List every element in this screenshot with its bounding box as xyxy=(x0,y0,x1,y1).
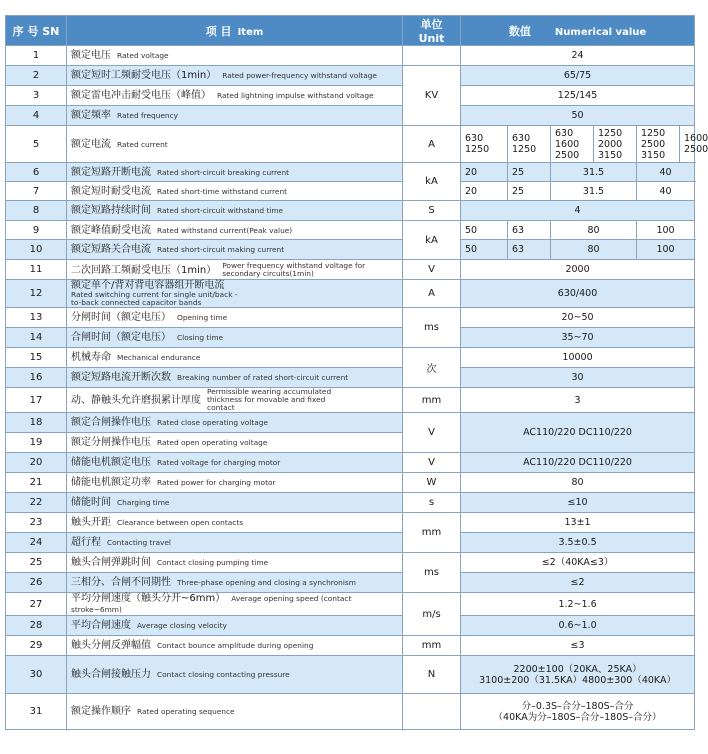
table-row xyxy=(6,656,695,694)
row-sn: 7 xyxy=(6,182,67,201)
row-value xyxy=(461,66,695,86)
row-unit: ms xyxy=(403,553,461,593)
value-line: 13±1 xyxy=(564,517,591,528)
item-en: Permissible wearing accumulated thickness for movable and fixed contact xyxy=(207,387,332,412)
rating-value: 63 xyxy=(508,221,551,240)
item-en: Rated lightning impulse withstand voltage xyxy=(217,91,374,100)
row-item xyxy=(67,348,403,368)
current-value: 630 xyxy=(512,133,531,144)
rating-value: 40 xyxy=(637,182,695,201)
table-row xyxy=(6,573,695,593)
rating-value: 31.5 xyxy=(551,163,637,182)
row-value xyxy=(461,616,695,636)
table-row xyxy=(6,348,695,368)
row-sn: 19 xyxy=(6,433,67,453)
row-value xyxy=(461,86,695,106)
row-value xyxy=(461,533,695,553)
rating-value: 20 xyxy=(461,163,508,182)
row-item xyxy=(67,593,403,616)
item-en: Rated withstand current(Peak value) xyxy=(157,225,293,235)
row-sn: 14 xyxy=(6,328,67,348)
row-item xyxy=(67,163,403,182)
row-sn: 20 xyxy=(6,453,67,473)
item-zh: 三相分、合闸不同期性 xyxy=(71,577,171,588)
table-row xyxy=(6,368,695,388)
row-item xyxy=(67,280,403,308)
row-sn: 15 xyxy=(6,348,67,368)
current-value: 630 xyxy=(555,127,574,139)
row-item xyxy=(67,328,403,348)
current-value: 1250 xyxy=(598,127,623,139)
table-row xyxy=(6,533,695,553)
rating-value: 40 xyxy=(637,163,695,182)
row-value xyxy=(461,453,695,473)
row-value xyxy=(461,636,695,656)
row-item xyxy=(67,308,403,328)
header-item-en: Item xyxy=(237,26,264,38)
rating-value: 50 xyxy=(461,221,508,240)
item-zh: 额定电压 xyxy=(71,50,111,61)
value-line: 10000 xyxy=(562,352,593,363)
item-en: Rated close operating voltage xyxy=(157,418,268,427)
row-unit: S xyxy=(403,201,461,221)
row-sn: 12 xyxy=(6,280,67,308)
value-line: 3.5±0.5 xyxy=(558,537,597,548)
value-line: 30 xyxy=(571,372,584,383)
header-row xyxy=(6,16,695,46)
row-unit: kA xyxy=(403,221,461,260)
table-row xyxy=(6,513,695,533)
table-row xyxy=(6,280,695,308)
item-en: Contacting travel xyxy=(107,538,171,547)
item-en: Rated switching current for single unit/back -to-back connected capacitor bands xyxy=(71,290,238,307)
item-en: Breaking number of rated short-circuit current xyxy=(177,373,349,382)
row-item xyxy=(67,201,403,221)
current-value-cell xyxy=(594,126,637,163)
item-zh: 触头合闸弹跳时间 xyxy=(71,557,151,568)
current-value: 1250 xyxy=(465,144,490,155)
row-sn: 18 xyxy=(6,413,67,433)
current-value-cell xyxy=(637,126,680,163)
item-en: Average closing velocity xyxy=(137,621,227,630)
row-unit: 次 xyxy=(403,348,461,388)
rating-value: 20 xyxy=(461,182,508,201)
row-sn: 22 xyxy=(6,493,67,513)
value-line: 0.6~1.0 xyxy=(558,620,597,631)
item-en: Rated power for charging motor xyxy=(157,478,276,487)
row-unit: W xyxy=(403,473,461,493)
row-item xyxy=(67,66,403,86)
row-value xyxy=(461,573,695,593)
current-value: 1600 xyxy=(555,138,580,150)
row-item xyxy=(67,126,403,163)
item-zh: 合闸时间（额定电压） xyxy=(71,332,171,343)
item-zh: 储能电机额定功率 xyxy=(71,477,151,488)
table-row xyxy=(6,66,695,86)
row-value xyxy=(461,260,695,280)
row-sn: 28 xyxy=(6,616,67,636)
row-unit: kA xyxy=(403,163,461,201)
row-sn: 2 xyxy=(6,66,67,86)
table-row xyxy=(6,46,695,66)
current-value: 3150 xyxy=(641,149,666,161)
rating-value: 50 xyxy=(461,240,508,260)
row-value xyxy=(461,368,695,388)
row-item xyxy=(67,573,403,593)
row-sn: 1 xyxy=(6,46,67,66)
item-en: Charging time xyxy=(117,498,170,507)
value-line: 50 xyxy=(571,110,584,121)
row-value xyxy=(461,106,695,126)
table-row xyxy=(6,694,695,730)
row-sn: 10 xyxy=(6,240,67,260)
row-value xyxy=(461,348,695,368)
row-unit: mm xyxy=(403,636,461,656)
table-row xyxy=(6,473,695,493)
row-value xyxy=(461,46,695,66)
item-zh: 触头分闸反弹幅值 xyxy=(71,640,151,651)
item-en: Rated short-circuit withstand time xyxy=(157,206,284,215)
row-item xyxy=(67,493,403,513)
value-line: 35~70 xyxy=(561,332,594,343)
value-line-2: 3100±200（31.5KA）4800±300（40KA） xyxy=(479,674,676,686)
row-sn: 5 xyxy=(6,126,67,163)
header-sn: 序 号 SN xyxy=(6,16,67,46)
row-value xyxy=(461,493,695,513)
table-row xyxy=(6,260,695,280)
value-line: 80 xyxy=(571,477,584,488)
rating-value: 25 xyxy=(508,163,551,182)
current-value: 2500 xyxy=(684,144,708,155)
row-sn: 6 xyxy=(6,163,67,182)
row-item xyxy=(67,616,403,636)
item-en: Rated voltage for charging motor xyxy=(157,458,281,467)
item-zh: 额定短时耐受电流 xyxy=(71,185,151,197)
item-zh: 平均分闸速度（触头分开~6mm） xyxy=(71,593,226,604)
item-en: Rated short-time withstand current xyxy=(157,186,288,196)
row-value xyxy=(461,308,695,328)
row-item xyxy=(67,106,403,126)
item-zh: 储能电机额定电压 xyxy=(71,457,151,468)
row-item xyxy=(67,694,403,730)
item-en: Contact bounce amplitude during opening xyxy=(157,641,314,650)
item-zh: 触头开距 xyxy=(71,517,111,528)
row-unit: N xyxy=(403,656,461,694)
row-item xyxy=(67,240,403,260)
table-row xyxy=(6,221,695,240)
row-value xyxy=(461,656,695,694)
header-item xyxy=(67,16,403,46)
row-sn: 27 xyxy=(6,593,67,616)
item-zh: 动、静触头允许磨损累计厚度 xyxy=(71,395,201,406)
value-line: 分–0.3S–合分–180S–合分 xyxy=(521,700,634,712)
value-line-2: （40KA为分–180S–合分–180S–合分） xyxy=(493,711,662,723)
item-zh: 额定短路电流开断次数 xyxy=(71,372,171,383)
row-item xyxy=(67,453,403,473)
value-line: 24 xyxy=(571,50,584,61)
row-unit xyxy=(403,46,461,66)
table-row xyxy=(6,106,695,126)
current-value-cell xyxy=(461,126,508,163)
table-row xyxy=(6,163,695,182)
item-en: Rated open operating voltage xyxy=(157,438,268,447)
row-sn: 30 xyxy=(6,656,67,694)
row-value xyxy=(461,553,695,573)
row-item xyxy=(67,388,403,413)
row-unit: V xyxy=(403,453,461,473)
item-en: Rated short-circuit making current xyxy=(157,245,285,254)
row-unit: s xyxy=(403,493,461,513)
value-line: 125/145 xyxy=(557,90,598,101)
current-value-cell xyxy=(680,126,708,163)
row-unit: V xyxy=(403,260,461,280)
row-unit: ms xyxy=(403,308,461,348)
rating-value: 100 xyxy=(637,221,695,240)
item-en: Rated current xyxy=(117,139,168,149)
header-value-en: Numerical value xyxy=(554,26,647,38)
row-sn: 9 xyxy=(6,221,67,240)
row-unit: KV xyxy=(403,66,461,126)
row-item xyxy=(67,473,403,493)
row-unit: V xyxy=(403,413,461,453)
value-line: 630/400 xyxy=(557,288,598,299)
table-row xyxy=(6,240,695,260)
item-en: Rated operating sequence xyxy=(137,707,235,716)
row-item xyxy=(67,46,403,66)
row-unit: mm xyxy=(403,513,461,553)
row-value xyxy=(461,388,695,413)
row-item xyxy=(67,221,403,240)
item-en: Opening time xyxy=(177,313,228,322)
row-value: AC110/220 DC110/220 xyxy=(461,413,695,453)
item-en: Contact closing pumping time xyxy=(157,558,269,567)
current-value: 2500 xyxy=(641,138,666,150)
rating-value: 31.5 xyxy=(551,182,637,201)
item-en: Rated voltage xyxy=(117,51,169,60)
row-item xyxy=(67,636,403,656)
current-value: 2000 xyxy=(598,138,623,150)
value-line: 65/75 xyxy=(563,70,592,81)
item-zh: 二次回路工频耐受电压（1min） xyxy=(71,264,217,276)
item-zh: 额定单个/背对背电容器组开断电流 xyxy=(71,280,225,291)
value-line: 2000 xyxy=(565,264,590,275)
item-en: Three-phase opening and closing a synchronism xyxy=(177,578,356,587)
table-row xyxy=(6,328,695,348)
item-zh: 机械寿命 xyxy=(71,352,111,363)
row-sn: 4 xyxy=(6,106,67,126)
current-value: 3150 xyxy=(598,149,623,161)
item-zh: 触头合闸接触压力 xyxy=(71,669,151,680)
value-line: AC110/220 DC110/220 xyxy=(523,457,632,468)
row-item xyxy=(67,513,403,533)
value-line: ≤2 xyxy=(570,577,585,588)
row-unit: A xyxy=(403,280,461,308)
table-row xyxy=(6,493,695,513)
row-sn: 3 xyxy=(6,86,67,106)
table-row xyxy=(6,86,695,106)
value-line: ≤2（40KA≤3） xyxy=(541,557,614,568)
rating-value: 80 xyxy=(551,221,637,240)
row-value xyxy=(461,280,695,308)
table-row xyxy=(6,636,695,656)
current-value: 630 xyxy=(465,133,484,144)
table-row xyxy=(6,593,695,616)
row-sn: 8 xyxy=(6,201,67,221)
rating-value: 80 xyxy=(551,240,637,260)
table-row xyxy=(6,553,695,573)
item-en: Power frequency withstand voltage for secondary circuits(1min) xyxy=(222,260,366,278)
row-sn: 29 xyxy=(6,636,67,656)
row-sn: 31 xyxy=(6,694,67,730)
header-item-zh: 项 目 xyxy=(205,24,232,38)
row-sn: 11 xyxy=(6,260,67,280)
row-unit: A xyxy=(403,126,461,163)
value-line: 20~50 xyxy=(561,312,594,323)
table-row xyxy=(6,413,695,433)
row-value xyxy=(461,473,695,493)
item-zh: 额定分闸操作电压 xyxy=(71,437,151,448)
row-item xyxy=(67,656,403,694)
table-row xyxy=(6,616,695,636)
row-sn: 25 xyxy=(6,553,67,573)
row-sn: 26 xyxy=(6,573,67,593)
item-en: Contact closing contacting pressure xyxy=(157,670,290,679)
current-value: 2500 xyxy=(555,149,580,161)
table-row xyxy=(6,453,695,473)
value-line: ≤3 xyxy=(570,640,585,651)
item-zh: 额定短路开断电流 xyxy=(71,166,151,178)
current-value-cell xyxy=(508,126,551,163)
row-value xyxy=(461,694,695,730)
item-en: Rated power-frequency withstand voltage xyxy=(222,71,377,80)
row-sn: 24 xyxy=(6,533,67,553)
table-row xyxy=(6,201,695,221)
item-zh: 额定短时工频耐受电压（1min） xyxy=(71,70,217,81)
header-value-zh: 数值 xyxy=(508,24,531,38)
item-zh: 额定合闸操作电压 xyxy=(71,417,151,428)
value-line: ≤10 xyxy=(567,497,588,508)
table-row xyxy=(6,182,695,201)
current-value: 1600 xyxy=(684,133,708,144)
row-unit xyxy=(403,694,461,730)
current-value: 1250 xyxy=(641,127,666,139)
value-line: 2200±100（20KA、25KA） xyxy=(513,663,642,675)
row-sn: 13 xyxy=(6,308,67,328)
value-line: 1.2~1.6 xyxy=(558,598,597,610)
table-row xyxy=(6,308,695,328)
item-zh: 额定短路持续时间 xyxy=(71,205,151,216)
row-item xyxy=(67,182,403,201)
row-value xyxy=(461,593,695,616)
row-value xyxy=(461,328,695,348)
row-unit: m/s xyxy=(403,593,461,636)
row-item xyxy=(67,368,403,388)
row-value xyxy=(461,201,695,221)
item-zh: 额定操作顺序 xyxy=(71,706,131,717)
row-item xyxy=(67,260,403,280)
item-en: Rated frequency xyxy=(117,111,179,120)
row-sn: 17 xyxy=(6,388,67,413)
value-line: 4 xyxy=(574,205,581,216)
item-en: Closing time xyxy=(177,333,224,342)
rating-value: 25 xyxy=(508,182,551,201)
item-en: Clearance between open contacts xyxy=(117,518,244,527)
row-sn: 21 xyxy=(6,473,67,493)
row-item xyxy=(67,533,403,553)
item-zh: 超行程 xyxy=(71,537,101,548)
rating-value: 63 xyxy=(508,240,551,260)
table-row xyxy=(6,126,695,163)
row-unit: mm xyxy=(403,388,461,413)
current-value: 1250 xyxy=(512,144,537,155)
row-sn: 16 xyxy=(6,368,67,388)
spec-table xyxy=(5,15,708,730)
value-line: 3 xyxy=(574,394,581,406)
item-zh: 储能时间 xyxy=(71,497,111,508)
item-zh: 分闸时间（额定电压） xyxy=(71,312,171,323)
item-zh: 平均合闸速度 xyxy=(71,620,131,631)
row-item xyxy=(67,553,403,573)
header-value xyxy=(461,16,695,46)
item-en: Mechanical endurance xyxy=(117,353,201,362)
row-value xyxy=(461,513,695,533)
item-en: Average opening speed (contact stroke~6mm) xyxy=(71,594,352,614)
item-zh: 额定雷电冲击耐受电压（峰值） xyxy=(71,90,211,101)
rating-value: 100 xyxy=(637,240,695,260)
header-unit: 单位 Unit xyxy=(403,16,461,46)
table-row xyxy=(6,388,695,413)
row-item xyxy=(67,413,403,433)
item-zh: 额定电流 xyxy=(71,138,111,150)
item-zh: 额定峰值耐受电流 xyxy=(71,224,151,236)
item-zh: 额定频率 xyxy=(71,110,111,121)
row-item xyxy=(67,86,403,106)
current-value-cell xyxy=(551,126,594,163)
item-en: Rated short-circuit breaking current xyxy=(157,167,290,177)
item-zh: 额定短路关合电流 xyxy=(71,244,151,255)
row-sn: 23 xyxy=(6,513,67,533)
row-item xyxy=(67,433,403,453)
